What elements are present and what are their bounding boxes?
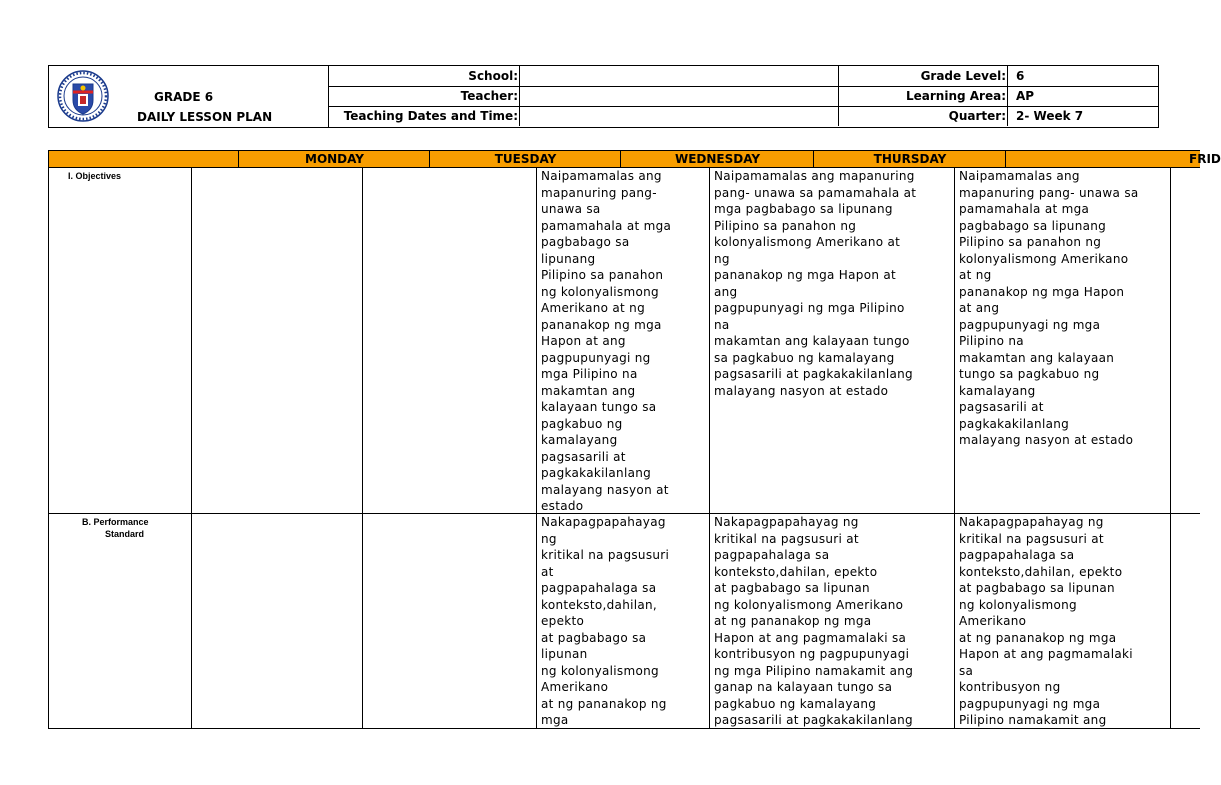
grade-level-label: Grade Level: bbox=[920, 69, 1006, 83]
dates-label: Teaching Dates and Time: bbox=[343, 109, 518, 123]
school-field bbox=[519, 66, 839, 86]
performance-label-line2: Standard bbox=[105, 529, 145, 539]
deped-seal-icon bbox=[57, 70, 109, 122]
teacher-label: Teacher: bbox=[460, 89, 518, 103]
quarter-label: Quarter: bbox=[948, 109, 1006, 123]
learning-area-field bbox=[1007, 86, 1160, 106]
objectives-thursday-text: Naipamamalas ang mapanuring pang- unawa sa pamamahala at mga pagbabago sa lipunang Pilipino sa panahon ng kolonyalismong Amerikano at ng pananakop ng mga Hapon at ang pagpupunyagi ng mga Pilipino na makamtan ang kalayaan tungo sa pagkabuo ng kamalayang pagsasarili at pagkakakilanlang malayang nasyon at estado bbox=[714, 169, 917, 398]
day-header-blank bbox=[48, 151, 239, 167]
performance-wednesday-text: Nakapagpapahayag ng kritikal na pagsusuri at pagpapahalaga sa konteksto,dahilan, epekto at pagbabago sa lipunan ng kolonyalismong Amerikano at ng pananakop ng mga bbox=[541, 515, 670, 727]
grade-level-field bbox=[1007, 66, 1160, 86]
lesson-table bbox=[48, 168, 1200, 729]
header-row-teacher bbox=[329, 86, 1159, 107]
learning-area-value: AP bbox=[1016, 89, 1035, 103]
lesson-plan-header bbox=[48, 65, 1159, 128]
objectives-wednesday-text: Naipamamalas ang mapanuring pang- unawa sa pamamahala at mga pagbabago sa lipunang Pilipino sa panahon ng kolonyalismong Amerikano at ng pananakop ng mga Hapon at ang pagpupunyagi ng mga Pilipino na makamtan ang kalayaan tungo sa pagkabuo ng kamalayang pagsasarili at pagkakakilanlang malayang nasyon at estado bbox=[541, 169, 672, 513]
header-row-dates bbox=[329, 106, 1159, 126]
table-divider bbox=[709, 168, 710, 729]
grade-level-value: 6 bbox=[1016, 69, 1025, 83]
objectives-friday-text: Naipamamalas ang mapanuring pang- unawa sa pamamahala at mga pagbabago sa lipunang Pilipino sa panahon ng kolonyalismong Amerikano at ng pananakop ng mga Hapon at ang pagpupunyagi ng mga Pilipino na makamtan ang kalayaan tungo sa pagkabuo ng kamalayang pagsasarili at pagkakakilanlang malayang nasyon at estado bbox=[959, 169, 1139, 447]
performance-thursday-text: Nakapagpapahayag ng kritikal na pagsusuri at pagpapahalaga sa konteksto,dahilan, epekto at pagbabago sa lipunan ng kolonyalismong Amerikano at ng pananakop ng mga Hapon at ang pagmamalaki sa kontribusyon ng pagpupunyagi ng mga Pilipino namakamit ang ganap na kalayaan tungo sa pagkabuo ng kamalayang pagsasarili at pagkakakilanlang bbox=[714, 515, 914, 727]
day-tuesday: TUESDAY bbox=[429, 151, 621, 167]
plan-title: DAILY LESSON PLAN bbox=[137, 110, 273, 124]
table-divider bbox=[536, 168, 537, 729]
header-row-school bbox=[329, 66, 1159, 87]
objectives-label: I. Objectives bbox=[68, 171, 122, 181]
table-divider bbox=[191, 168, 192, 729]
day-thursday: THURSDAY bbox=[813, 151, 1006, 167]
day-friday: FRID bbox=[1005, 151, 1200, 167]
learning-area-label: Learning Area: bbox=[905, 89, 1006, 103]
table-divider bbox=[1170, 168, 1171, 729]
day-monday: MONDAY bbox=[238, 151, 430, 167]
teacher-field bbox=[519, 86, 839, 106]
performance-friday-text: Nakapagpapahayag ng kritikal na pagsusuri at pagpapahalaga sa konteksto,dahilan, epekto at pagbabago sa lipunan ng kolonyalismong Amerikano at ng pananakop ng mga Hapon at ang pagmamalaki sa kontribusyon ng pagpupunyagi ng mga Pilipino namakamit ang bbox=[959, 515, 1133, 727]
day-header-bar bbox=[48, 150, 1221, 168]
table-border-left bbox=[48, 168, 49, 729]
dates-field bbox=[519, 106, 839, 126]
quarter-field bbox=[1007, 106, 1160, 126]
table-divider bbox=[954, 168, 955, 729]
header-title-block bbox=[49, 66, 329, 127]
school-label: School: bbox=[468, 69, 518, 83]
performance-label-line1: B. Performance bbox=[82, 517, 149, 527]
table-divider bbox=[362, 168, 363, 729]
grade-title: GRADE 6 bbox=[154, 90, 214, 104]
quarter-value: 2- Week 7 bbox=[1016, 109, 1084, 123]
day-wednesday: WEDNESDAY bbox=[620, 151, 814, 167]
